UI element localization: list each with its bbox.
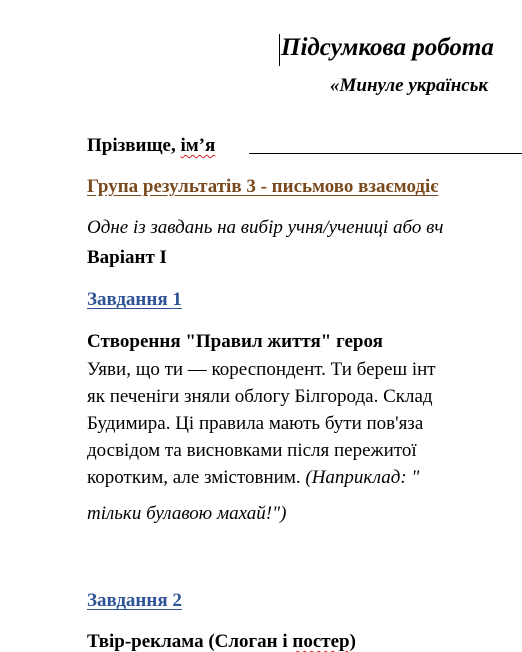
task1-heading: Завдання 1 [87, 289, 182, 310]
task1-example-start: (Наприклад: " [305, 467, 420, 488]
task1-line-1: Уяви, що ти — кореспондент. Ти береш інт [87, 359, 436, 380]
task2-title [87, 630, 356, 652]
name-label-word: ім’я [180, 135, 216, 156]
group-heading: Група результатів 3 - письмово взаємодіє [87, 176, 439, 197]
variant-heading: Варіант І [87, 247, 167, 268]
name-label-prefix: Прізвище, [87, 135, 181, 156]
task2-title-suffix: ) [349, 631, 356, 652]
task1-line-4: досвідом та висновками після пережитої [87, 440, 417, 461]
task2-title-prefix: Твір-реклама (Слоган і [87, 631, 293, 652]
page-title: Підсумкова робота [281, 34, 494, 61]
task2-heading: Завдання 2 [87, 590, 182, 611]
name-blank-line[interactable] [249, 153, 522, 154]
instruction-text: Одне із завдань на вибір учня/учениці або вч [87, 217, 444, 238]
task1-line-5 [87, 466, 419, 490]
task1-line-3: Будимира. Ці правила мають бути пов'яза [87, 413, 424, 434]
task1-title: Створення "Правил життя" героя [87, 331, 383, 352]
name-field-label [87, 134, 215, 158]
task2-title-word: постер [292, 631, 350, 652]
task1-line-6: тільки булавою махай!") [87, 503, 287, 524]
text-cursor [279, 34, 280, 66]
task1-line-2: як печеніги зняли облогу Білгорода. Склад [87, 386, 433, 407]
task1-line-5-text: коротким, але змістовним. [87, 467, 306, 488]
page-subtitle: «Минуле українськ [330, 75, 489, 96]
